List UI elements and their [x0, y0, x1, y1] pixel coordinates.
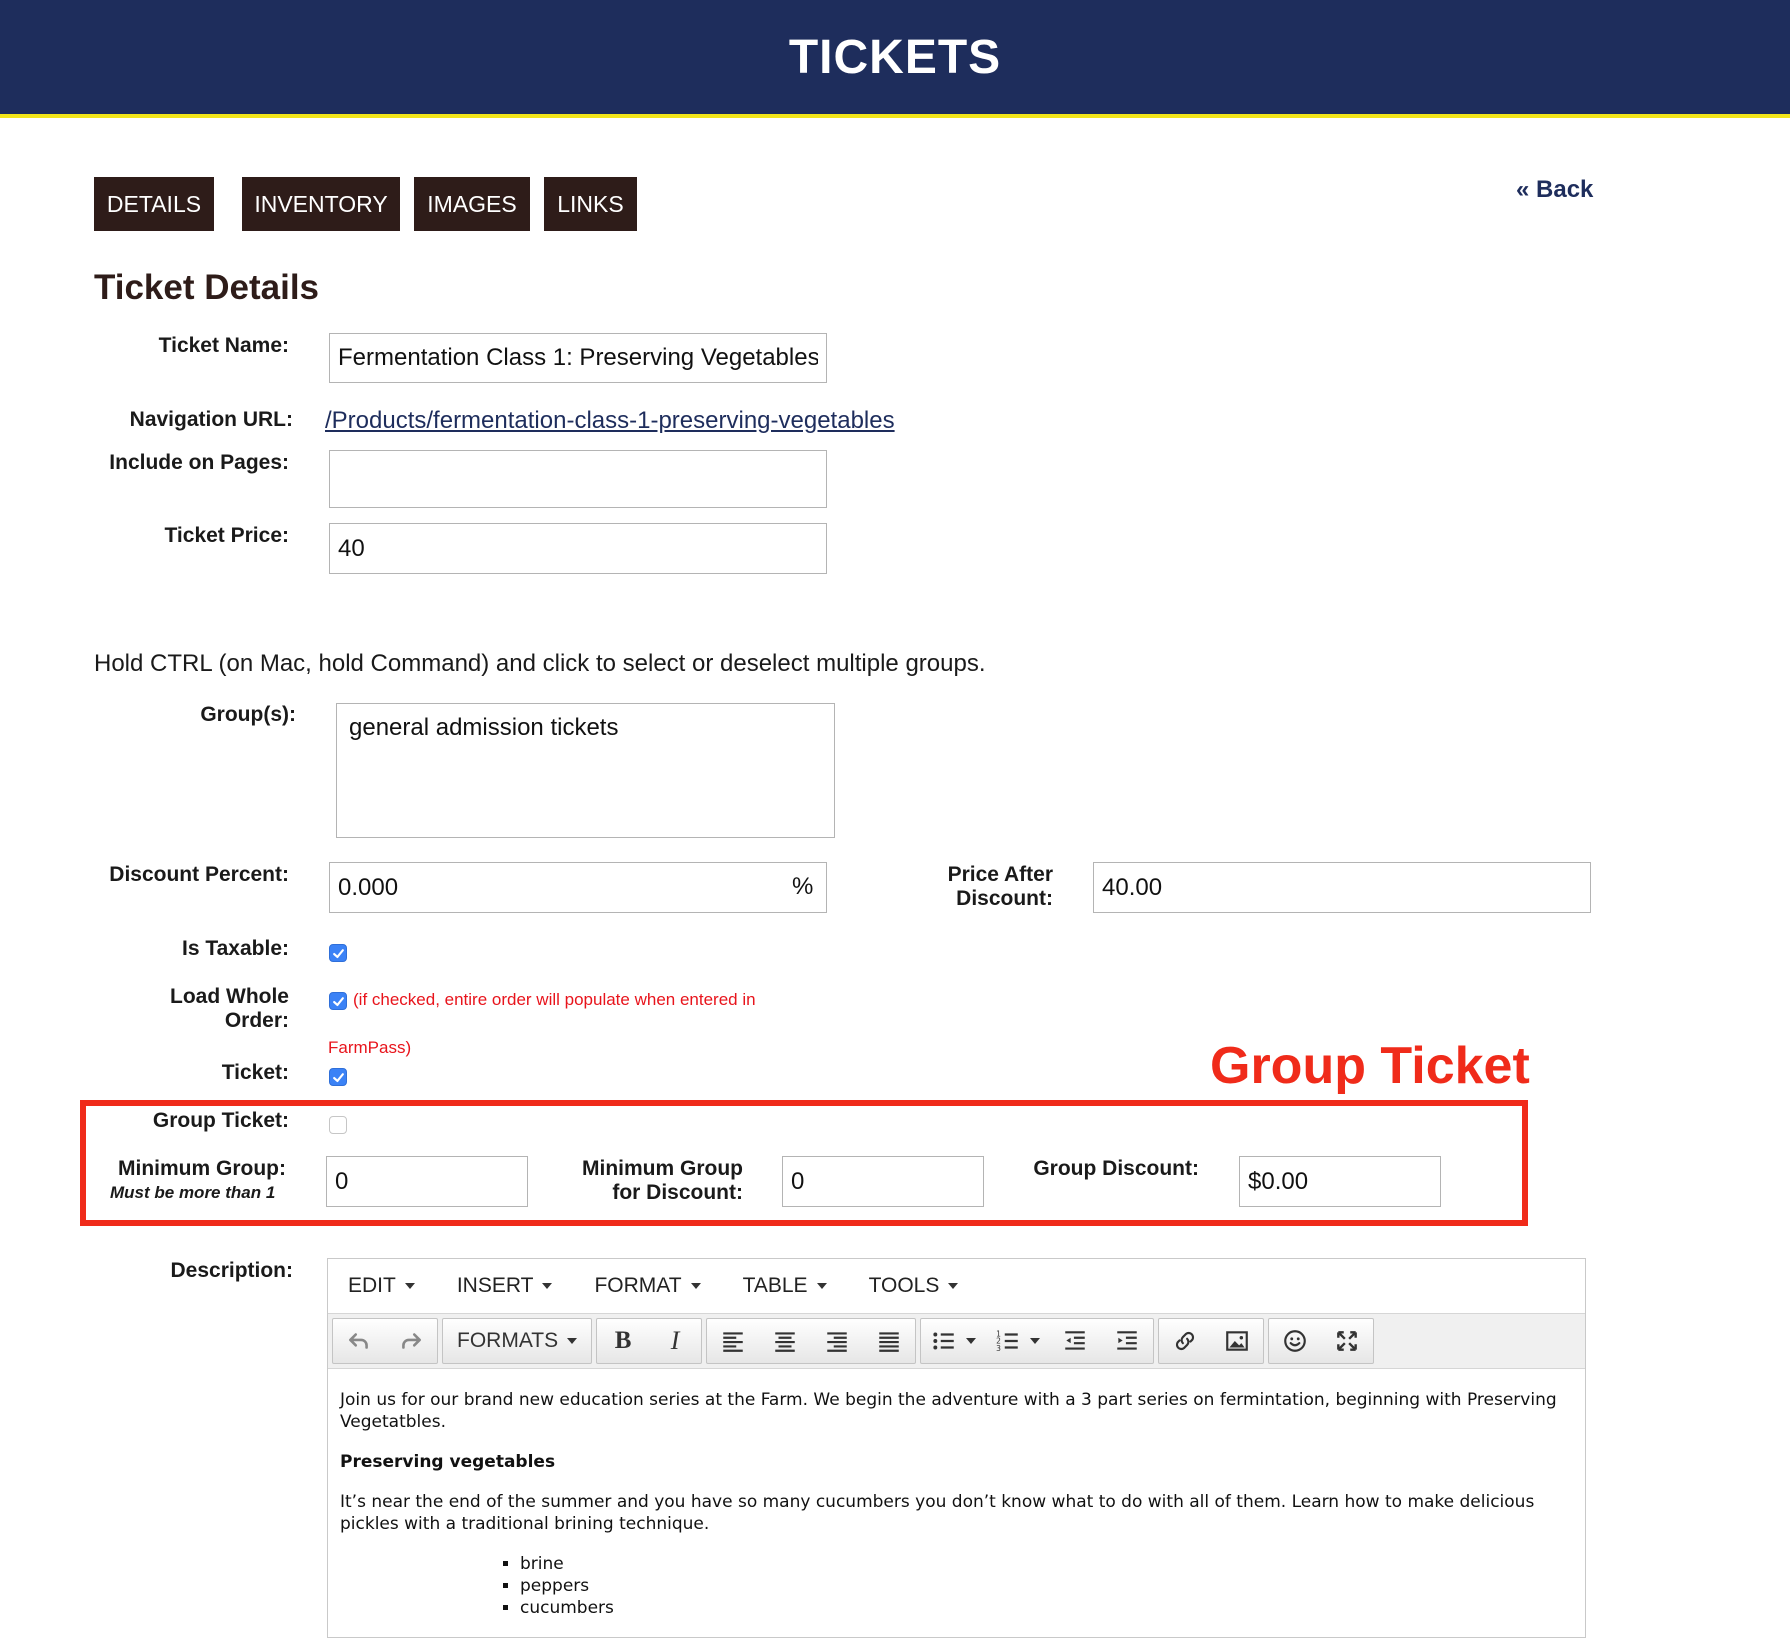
discount-percent-label: Discount Percent:: [109, 863, 289, 886]
svg-text:2: 2: [995, 1336, 1001, 1346]
svg-text:1: 1: [995, 1329, 1001, 1339]
caret-down-icon: [948, 1283, 958, 1289]
italic-button[interactable]: [649, 1319, 701, 1363]
price-after-discount-label-line2: Discount:: [956, 887, 1053, 910]
load-whole-order-note-line2: FarmPass): [328, 1038, 412, 1057]
misc-group: [1268, 1318, 1374, 1364]
tab-details[interactable]: DETAILS: [94, 177, 214, 231]
price-after-discount-label: [880, 863, 1053, 911]
tab-inventory[interactable]: INVENTORY: [242, 177, 400, 231]
menu-table-label: TABLE: [742, 1274, 808, 1297]
caret-down-icon: [817, 1283, 827, 1289]
align-justify-button[interactable]: [863, 1319, 915, 1363]
load-whole-order-note-line1: (if checked, entire order will populate when entered in: [353, 990, 756, 1009]
redo-button[interactable]: [385, 1319, 437, 1363]
menu-format[interactable]: [594, 1274, 700, 1298]
minimum-group-note: Must be more than 1: [110, 1183, 276, 1202]
align-right-icon: [824, 1328, 850, 1354]
rich-text-editor[interactable]: [327, 1258, 1586, 1638]
discount-percent-input[interactable]: [329, 862, 827, 913]
menu-tools-label: TOOLS: [868, 1274, 940, 1297]
smiley-icon: [1282, 1328, 1308, 1354]
load-whole-order-label-line1: Load Whole: [170, 985, 289, 1008]
menu-edit[interactable]: [348, 1274, 415, 1298]
outdent-icon: [1062, 1328, 1088, 1354]
align-left-icon: [720, 1328, 746, 1354]
fullscreen-icon: [1334, 1328, 1360, 1354]
list-item: ▪ brine: [520, 1553, 1573, 1575]
minimum-group-input[interactable]: [326, 1156, 528, 1207]
image-button[interactable]: [1211, 1319, 1263, 1363]
svg-text:3: 3: [995, 1343, 1001, 1353]
load-whole-order-label-line2: Order:: [224, 1009, 289, 1032]
numbered-list-button[interactable]: [985, 1319, 1049, 1363]
formats-label: FORMATS: [457, 1329, 559, 1352]
indent-button[interactable]: [1101, 1319, 1153, 1363]
page-title: TICKETS: [788, 30, 1002, 84]
italic-icon: I: [670, 1326, 680, 1355]
description-heading: Preserving vegetables: [340, 1452, 556, 1472]
list-item: ▪ cucumbers: [520, 1597, 1573, 1619]
back-link[interactable]: « Back: [1516, 176, 1594, 203]
undo-icon: [346, 1328, 372, 1354]
link-button[interactable]: [1159, 1319, 1211, 1363]
editor-menubar: [328, 1259, 1585, 1314]
numbered-list-icon: [995, 1328, 1021, 1354]
minimum-group-for-discount-label-line1: Minimum Group: [582, 1157, 743, 1180]
redo-icon: [398, 1328, 424, 1354]
minimum-group-for-discount-input[interactable]: [782, 1156, 984, 1207]
price-after-discount-input[interactable]: [1093, 862, 1591, 913]
caret-down-icon: [542, 1283, 552, 1289]
fullscreen-button[interactable]: [1321, 1319, 1373, 1363]
menu-format-label: FORMAT: [594, 1274, 682, 1297]
group-ticket-label: Group Ticket:: [152, 1109, 289, 1132]
load-whole-order-label: [100, 985, 289, 1033]
list-group: [920, 1318, 1154, 1364]
align-center-icon: [772, 1328, 798, 1354]
caret-down-icon: [405, 1283, 415, 1289]
tab-links[interactable]: LINKS: [544, 177, 637, 231]
navigation-url-link[interactable]: /Products/fermentation-class-1-preserving-vegetables: [325, 407, 895, 434]
indent-icon: [1114, 1328, 1140, 1354]
caret-down-icon: [567, 1338, 577, 1344]
is-taxable-checkbox[interactable]: [329, 944, 347, 962]
align-center-button[interactable]: [759, 1319, 811, 1363]
undo-button[interactable]: [333, 1319, 385, 1363]
check-icon: [332, 995, 345, 1008]
ticket-name-input[interactable]: [329, 333, 827, 383]
emoticon-button[interactable]: [1269, 1319, 1321, 1363]
minimum-group-for-discount-label: [560, 1157, 743, 1205]
align-left-button[interactable]: [707, 1319, 759, 1363]
minimum-group-for-discount-label-line2: for Discount:: [612, 1181, 743, 1204]
caret-down-icon: [691, 1283, 701, 1289]
align-justify-icon: [876, 1328, 902, 1354]
include-on-pages-input[interactable]: [329, 450, 827, 508]
tab-images[interactable]: IMAGES: [414, 177, 530, 231]
load-whole-order-checkbox[interactable]: [329, 992, 347, 1010]
ticket-price-label: Ticket Price:: [164, 524, 289, 547]
groups-hint: Hold CTRL (on Mac, hold Command) and click to select or deselect multiple groups.: [94, 650, 986, 677]
description-body: It’s near the end of the summer and you have so many cucumbers you don’t know what to do with all of them. Learn how to make delicious pickles with a traditional brining technique.: [340, 1492, 1535, 1534]
minimum-group-label: Minimum Group:: [118, 1157, 286, 1180]
group-ticket-checkbox[interactable]: [329, 1116, 347, 1134]
caret-down-icon: [1030, 1338, 1040, 1344]
bullet-list-icon: [931, 1328, 957, 1354]
ticket-checkbox[interactable]: [329, 1068, 347, 1086]
history-group: [332, 1318, 438, 1364]
description-list: [340, 1553, 1573, 1619]
is-taxable-label: Is Taxable:: [182, 937, 289, 960]
menu-tools[interactable]: [869, 1274, 959, 1298]
page-header: [0, 0, 1790, 118]
ticket-label: Ticket:: [221, 1061, 289, 1084]
groups-select[interactable]: [336, 703, 835, 838]
menu-insert-label: INSERT: [456, 1274, 534, 1297]
outdent-button[interactable]: [1049, 1319, 1101, 1363]
group-option[interactable]: general admission tickets: [349, 714, 619, 741]
check-icon: [332, 947, 345, 960]
formats-group: [442, 1318, 592, 1364]
description-label: Description:: [170, 1259, 293, 1282]
align-right-button[interactable]: [811, 1319, 863, 1363]
caret-down-icon: [966, 1338, 976, 1344]
formats-dropdown[interactable]: [443, 1319, 591, 1363]
alignment-group: [706, 1318, 916, 1364]
percent-suffix: %: [792, 873, 814, 900]
ticket-name-label: Ticket Name:: [158, 334, 289, 357]
bullet-list-button[interactable]: [921, 1319, 985, 1363]
menu-edit-label: EDIT: [348, 1274, 396, 1297]
text-style-group: [596, 1318, 702, 1364]
list-item: ▪ peppers: [520, 1575, 1573, 1597]
price-after-discount-label-line1: Price After: [947, 863, 1053, 886]
link-icon: [1172, 1328, 1198, 1354]
navigation-url-label: Navigation URL:: [129, 408, 293, 431]
bold-button[interactable]: [597, 1319, 649, 1363]
include-on-pages-label: Include on Pages:: [109, 451, 289, 474]
editor-toolbar: [328, 1314, 1585, 1369]
bold-icon: B: [614, 1327, 632, 1354]
editor-content[interactable]: [328, 1369, 1585, 1639]
ticket-price-input[interactable]: [329, 523, 827, 574]
insert-group: [1158, 1318, 1264, 1364]
group-discount-label: Group Discount:: [1033, 1157, 1199, 1180]
check-icon: [332, 1071, 345, 1084]
image-icon: [1224, 1328, 1250, 1354]
description-intro: Join us for our brand new education series at the Farm. We begin the adventure with a 3 part series on fermintation, beginning with Preserving Vegetatbles.: [340, 1390, 1557, 1432]
group-ticket-annotation-title: Group Ticket: [1210, 1037, 1530, 1095]
menu-table[interactable]: [743, 1274, 827, 1298]
menu-insert[interactable]: [457, 1274, 553, 1298]
group-discount-input[interactable]: [1239, 1156, 1441, 1207]
groups-label: Group(s):: [200, 703, 296, 726]
section-title: Ticket Details: [94, 268, 320, 307]
